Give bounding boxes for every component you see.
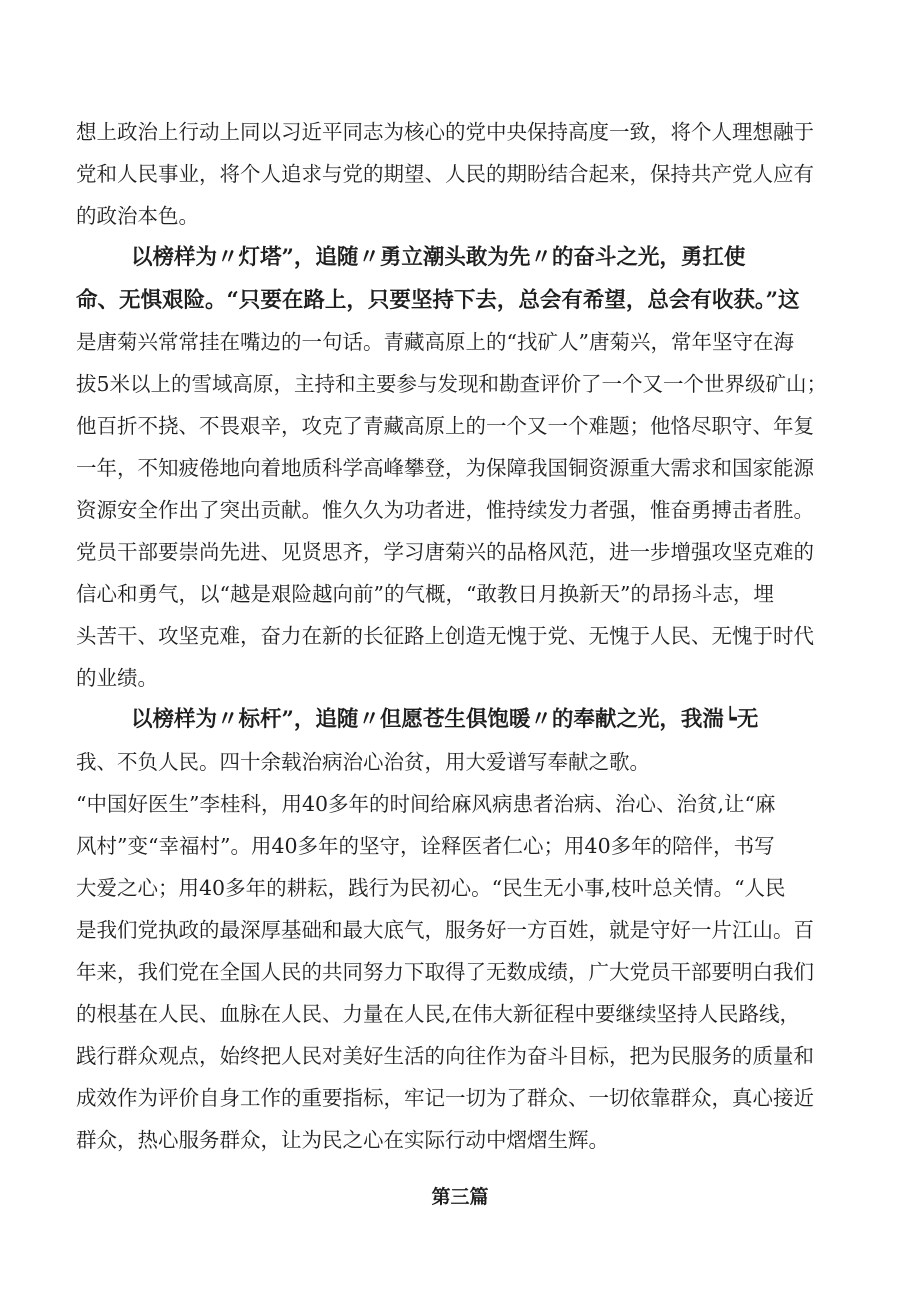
text-line: 资源安全作出了突出贡献。惟久久为功者进，惟持续发力者强，惟奋勇搏击者胜。 bbox=[76, 498, 814, 522]
text-line: 群众，热心服务群众，让为民之心在实际行动中熠熠生辉。 bbox=[76, 1128, 609, 1152]
text-line bbox=[76, 286, 800, 315]
text-line: 拔5米以上的雪域高原，主持和主要参与发现和勘查评价了一个又一个世界级矿山； bbox=[76, 372, 828, 396]
text-line: 的根基在人民、血脉在人民、力量在人民,在伟大新征程中要继续坚持人民路线， bbox=[76, 1002, 801, 1026]
text-line: 的政治本色。 bbox=[76, 204, 199, 228]
text-line: 大爱之心；用40多年的耕耘，践行为民初心。“民生无小事,枝叶总关情。“人民 bbox=[76, 876, 786, 900]
text-line: 风村”变“幸福村”。用40多年的坚守，诠释医者仁心；用40多年的陪伴，书写 bbox=[76, 834, 775, 858]
text-line: 他百折不挠、不畏艰辛，攻克了青藏高原上的一个又一个难题；他恪尽职守、年复 bbox=[76, 414, 814, 438]
text-line: 一年，不知疲倦地向着地质科学高峰攀登，为保障我国铜资源重大需求和国家能源 bbox=[76, 456, 814, 480]
text-line: 是我们党执政的最深厚基础和最大底气，服务好一方百姓，就是守好一片江山。百 bbox=[76, 918, 814, 942]
text-line: 我、不负人民。四十余载治病治心治贫，用大爱谱写奉献之歌。 bbox=[76, 750, 650, 774]
text-line: 党员干部要崇尚先进、见贤思齐，学习唐菊兴的品格风范，进一步增强攻坚克难的 bbox=[76, 540, 814, 564]
text-line: 是唐菊兴常常挂在嘴边的一句话。青藏高原上的“找矿人”唐菊兴，常年坚守在海 bbox=[76, 330, 794, 354]
text-line: 想上政治上行动上同以习近平同志为核心的党中央保持高度一致，将个人理想融于 bbox=[76, 120, 814, 144]
text-line: 践行群众观点，始终把人民对美好生活的向往作为奋斗目标，把为民服务的质量和 bbox=[76, 1044, 814, 1068]
text-line: 成效作为评价自身工作的重要指标，牢记一切为了群众、一切依靠群众，真心接近 bbox=[76, 1086, 814, 1110]
text-line-bold: 以榜样为〃标杆”，追随〃但愿苍生俱饱暖〃的奉献之光，我湍┕无 bbox=[131, 707, 759, 732]
text-line: “中国好医生”李桂科，用40多年的时间给麻风病患者治病、治心、治贫,让“麻 bbox=[76, 792, 776, 816]
text-line: 的业绩。 bbox=[76, 666, 158, 690]
text-line: 年来，我们党在全国人民的共同努力下取得了无数成绩，广大党员干部要明白我们 bbox=[76, 960, 814, 984]
text-line: 头苦干、攻坚克难，奋力在新的长征路上创造无愧于党、无愧于人民、无愧于时代 bbox=[76, 624, 814, 648]
text-line-bold: 以榜样为〃灯塔”，追随〃勇立潮头敢为先〃的奋斗之光，勇扛使 bbox=[131, 245, 746, 270]
text-run-bold: 命、无惧艰险。“只要在路上，只要坚持下去，总会有希望，总会有收获。”这 bbox=[76, 288, 800, 313]
section-heading: 第三篇 bbox=[431, 1186, 489, 1208]
text-line: 信心和勇气，以“越是艰险越向前”的气概，“敢教日月换新天”的昂扬斗志，埋 bbox=[76, 582, 774, 606]
text-line: 党和人民事业，将个人追求与党的期望、人民的期盼结合起来，保持共产党人应有 bbox=[76, 162, 814, 186]
